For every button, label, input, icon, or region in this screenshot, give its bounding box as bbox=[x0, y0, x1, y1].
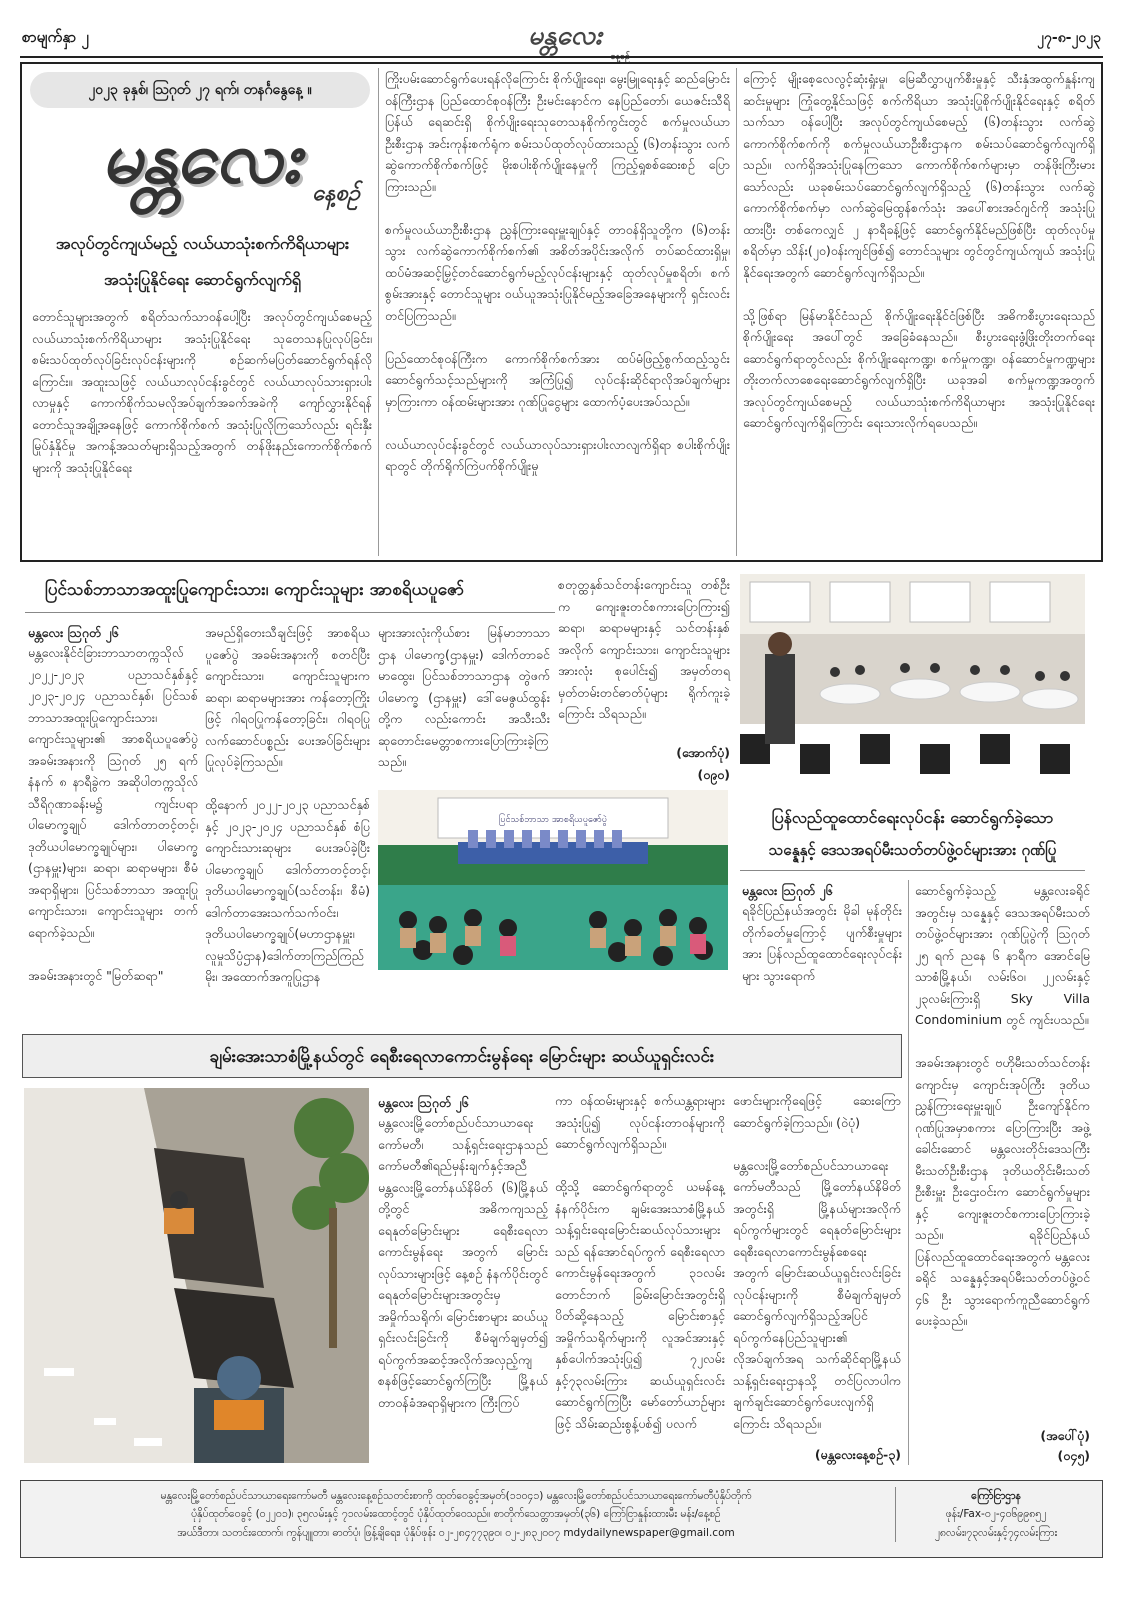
school-column-2: အမည်ရှိတေးသီချင်းဖြင့် အာစရိယပူဇော်ပွဲ အခမ်းအနားကို စတင်ပြီး ကျောင်းသား၊ ကျောင်းသူများက ဆရာ၊ ဆရာမများအား ကန်တော့ကြိုးဖြင့် ဂါရဝပြုကန်တော့ခြင်း၊ ဂါရဝပြုလက်ဆောင်ပစ္စည်း ပေးအပ်ခြင်းများ ပြုလုပ်ခဲ့ကြသည်။ ထို့နောက် ၂၀၂၂-၂၀၂၃ ပညာသင်နှစ်နှင့် ၂၀၂၃-၂၀၂၄ ပညာသင်နှစ် စံပြကျောင်းသားဆုများ ပေးအပ်ခဲ့ပြီး ပါမောက္ခချုပ် ဒေါက်တာတင့်တင့်၊ ဒုတိယပါမောက္ခချုပ်(သင်တန်း၊ စီမံ) ဒေါက်တာအေးသက်သက်ဝင်း၊ ဒုတိယပါမောက္ခချုပ်(မဟာဌာနမှူး၊ လူမှုသိပ္ပံဌာန)ဒေါက်တာကြည်ကြည်မိုး၊ အထောက်အကူပြုဌာန bbox=[205, 625, 370, 984]
road-column-1: မန္တလေးမြို့တော်စည်ပင်သာယာရေးကော်မတီ၊ သန့်ရှင်းရေးဌာနသည် ကော်မတီ၏ရည်မှန်းချက်နှင့်အညီ မန္တလေးမြို့တော်နယ်နိမိတ် (၆)မြို့နယ်တို့တွင် အဓိကကျသည့် ရေနုတ်မြောင်းများ ရေစီးရေလာကောင်းမွန်ရေး အတွက် မြောင်းလုပ်သားများဖြင့် နေ့စဉ် နံနက်ပိုင်းတွင် ရေနုတ်မြောင်းများအတွင်းမှ အမှိုက်သရိုက်၊ မြောင်းစာများ ဆယ်ယူရှင်းလင်းခြင်းကို စီမံချက်ချမှတ်၍ ရပ်ကွက်အဆင့်အလိုက်အလှည့်ကျ စနစ်ဖြင့်ဆောင်ရွက်ကြပြီး မြို့နယ်တာဝန်ခံအရာရှိများက ကြီးကြပ် bbox=[378, 1115, 548, 1410]
lead-column-2: ကြိုးပမ်းဆောင်ရွက်ပေးရန်လိုကြောင်း စိုက်ပျိုးရေး၊ မွေးမြူရေးနှင့် ဆည်မြောင်းဝန်ကြီးဌာန ပြည်ထောင်စုဝန်ကြီး ဦးမင်းနောင်က နေပြည်တော်၊ ယေဇင်းသီရိပြန်ယ် ရေဆင်းရှိ စိုက်ပျိုးရေးသုတေသနစိုက်ကွင်းတွင် စက်မှုလယ်ယာဦးစီးဌာန အင်းကုန်းစက်ရုံက စမ်းသပ်ထုတ်လုပ်ထားသည့် (၆)တန်းသွား လက်ဆွဲကောက်စိုက်စက်ဖြင့် မိုးစပါးစိုက်ပျိုးနေမှုကို ကြည့်ရှုစစ်ဆေးစဉ် ပြောကြားသည်။ စက်မှုလယ်ယာဦးစီးဌာန ညွှန်ကြားရေးမှူးချုပ်နှင့် တာဝန်ရှိသူတို့က (၆)တန်းသွား လက်ဆွဲကောက်စိုက်စက်၏ အစိတ်အပိုင်းအလိုက် တပ်ဆင်ထားရှိမှု၊ ထပ်မံအဆင့်မြှင့်တင်ဆောင်ရွက်မည့်လုပ်ငန်းများနှင့် ထုတ်လုပ်မှုစရိတ်၊ စက်စွမ်းအားနှင့် တောင်သူများ ဝယ်ယူအသုံးပြုနိုင်မည့်အခြေအနေများကို ရှင်းလင်းတင်ပြကြသည်။ ပြည်ထောင်စုဝန်ကြီးက ကောက်စိုက်စက်အား ထပ်မံဖြည့်စွက်ထည့်သွင်းဆောင်ရွက်သင့်သည်များကို အကြံပြု၍ လုပ်ငန်းဆိုင်ရာလိုအပ်ချက်များ မှာကြားကာ ဝန်ထမ်းများအား ဂုဏ်ပြုငွေများ ထောက်ပံ့ပေးအပ်သည်။ လယ်ယာလုပ်ငန်းခွင်တွင် လယ်ယာလုပ်သားရှားပါးလာလျက်ရှိရာ စပါးစိုက်ပျိုးရာတွင် တိုက်ရိုက်ကြဲပက်စိုက်ပျိုးမှု bbox=[385, 71, 730, 473]
hotel-byline: မန္တလေး ဩဂုတ် ၂၆ bbox=[742, 883, 833, 898]
hotel-headline-line2: သန္နေနှင့် ဒေသအရပ်မီးသတ်တပ်ဖွဲ့ဝင်များအား ဂုဏ်ပြု bbox=[768, 841, 1057, 859]
stage-banner-text: ပြင်သစ်ဘာသာ အာစရိယပူဇော်ပွဲ bbox=[498, 815, 608, 825]
hotel-headline-line1: ပြန်လည်ထူထောင်ရေးလုပ်ငန်း ဆောင်ရွက်ခဲ့သော bbox=[771, 808, 1054, 827]
header-date: ၂၇-၈-၂၀၂၃ bbox=[1037, 30, 1101, 46]
school-byline: မန္တလေး ဩဂုတ် ၂၆ bbox=[28, 625, 119, 640]
hotel-column-rule bbox=[908, 880, 909, 1465]
footer-line-2: ပုံနှိပ်ထုတ်ဝေခွင့် (၀၂၂၀၁)၊ ၃၅လမ်းနှင့် ၇၁လမ်းထောင့်တွင် ပုံနှိပ်ထုတ်ဝေသည်။ စာတိုက်သေတ္တာအမှတ်(၃၆) ကြော်ငြာနှုန်းထားမီး မန်း/နေ့စဉ် bbox=[191, 1508, 721, 1521]
lead-column-1: တောင်သူများအတွက် စရိတ်သက်သာဝန်ပေါ့ပြီး အလုပ်တွင်ကျယ်စေမည့် လယ်ယာသုံးစက်ကိရိယာများ အသုံးပြုနိုင်ရေး သုတေသနပြုလုပ်ခြင်း၊ စမ်းသပ်ထုတ်လုပ်ခြင်းလုပ်ငန်းများကို စဉ်ဆက်မပြတ်ဆောင်ရွက်ရန်လိုကြောင်း။ အထူးသဖြင့် လယ်ယာလုပ်ငန်းခွင်တွင် လယ်ယာလုပ်သားရှားပါးလာမှုနှင့် ကောက်စိုက်သမလိုအပ်ချက်အခက်အခဲကို ကျော်လွှားနိုင်ရန် တောင်သူအချို့အနေဖြင့် ကောက်စိုက်စက် အသုံးပြုလိုကြသော်လည်း ရင်းနှီးမြုပ်နှံနိုင်မှု အကန့်အသတ်များရှိသည့်အတွက် တန်ဖိုးနည်းကောက်စိုက်စက်များကို အသုံးပြုနိုင်ရေး bbox=[32, 309, 372, 475]
road-byline: မန္တလေး ဩဂုတ် ၂၆ bbox=[378, 1095, 469, 1110]
footer-ad-title: ကြော်ငြာဌာန bbox=[971, 1490, 1021, 1502]
school-headline: ပြင်သစ်ဘာသာအထူးပြုကျောင်းသား၊ ကျောင်းသူများ အာစရိယပူဇော် bbox=[45, 580, 465, 600]
header-rule bbox=[20, 56, 1103, 58]
footer-line-1: မန္တလေးမြို့တော်စည်ပင်သာယာရေးကော်မတီ မန္တလေးနေ့စဉ်သတင်းစာကို ထုတ်ဝေခွင့်အမှတ်(၁၁၀၄၁) မန္တလေးမြို့တော်စည်ပင်သာယာရေးကော်မတီပုံနှိပ်တိုက် bbox=[160, 1490, 752, 1502]
lead-column-rule-1 bbox=[378, 68, 379, 556]
footer-line-3: အယ်ဒီတာ၊ သတင်းထောက်၊ ကွန်ပျူတာ၊ ဓာတ်ပုံ၊ ဖြန့်ချိရေး၊ ပုံနှိပ်ဖုန်း ၀၂-၂၈၄၇၇၃၉၀၊ ၀၂-၂၈၃၂၀၀၇ mdydailynewspaper@gmail.com bbox=[177, 1526, 735, 1539]
school-column-3: များအားလုံးကိုယ်စား မြန်မာဘာသာဌာန ပါမောက္ခ(ဌာနမှူး) ဒေါက်တာခင်မာထွေး၊ ပြင်သစ်ဘာသာဌာန တွဲဖက်ပါမောက္ခ (ဌာနမှူး) ဒေါ်မေဇွယ်ထွန်းတို့က လည်းကောင်း အသီးသီးဆုတောင်းမေတ္တာစကားပြောကြားခဲ့ကြသည်။ bbox=[378, 625, 550, 769]
masthead-title: မန္တလေး bbox=[101, 114, 299, 199]
school-photo-credit: (အောက်ပုံ) bbox=[676, 745, 730, 760]
footer-imprint bbox=[31, 1487, 881, 1542]
lead-column-3: ကြောင့် မျိုးစေ့လေလွင့်ဆုံးရှုံးမှု၊ မြေဆီလွှာပျက်စီးမှုနှင့် သီးနှံအထွက်နှုန်းကျဆင်းမှုများ ကြုံတွေ့နိုင်သဖြင့် စက်ကိရိယာ အသုံးပြုစိုက်ပျိုးနိုင်ရေးနှင့် စရိတ်သက်သာ ဝန်ပေါ့ပြီး အလုပ်တွင်ကျယ်စေမည့် (၆)တန်းသွား လက်ဆွဲကောက်စိုက်စက်ကို စက်မှုလယ်ယာဦးစီးဌာနက စမ်းသပ်ဆောင်ရွက်လျက်ရှိသည်။ လက်ရှိအသုံးပြုနေကြသော ကောက်စိုက်စက်များမှာ တန်ဖိုးကြီးမားသော်လည်း ယခုစမ်းသပ်ဆောင်ရွက်လျက်ရှိသည့် (၆)တန်းသွား လက်ဆွဲကောက်စိုက်စက်မှာ လက်ဆွဲမြေထွန်စက်သုံး အပေါ်စားအင်ဂျင်ကို အသုံးပြုထားပြီး တစ်ကေလျှင် ၂ နာရီခန့်ဖြင့် ဆောင်ရွက်နိုင်မည်ဖြစ်ပြီး ထုတ်လုပ်မှုစရိတ်မှာ သိန်း(၂၀)ဝန်းကျင်ဖြစ်၍ တောင်သူများ တွင်တွင်ကျယ်ကျယ် အသုံးပြုနိုင်ရေးအတွက် ဆောင်ရွက်လျက်ရှိသည်။ သို့ဖြစ်ရာ မြန်မာနိုင်ငံသည် စိုက်ပျိုးရေးနိုင်ငံဖြစ်ပြီး အဓိကစီးပွားရေးသည် စိုက်ပျိုးရေး အပေါ်တွင် အခြေခံနေသည်။ စီးပွားရေးဖွံ့ဖြိုးတိုးတက်ရေး ဆောင်ရွက်ရာတွင်လည်း စိုက်ပျိုးရေးကဏ္ဍ၊ စက်မှုကဏ္ဍ၊ ဝန်ဆောင်မှုကဏ္ဍများ တိုးတက်လာစေရေးဆောင်ရွက်လျက်ရှိပြီး ယခုအခါ စက်မှုကဏ္ဍအတွက် အလုပ်တွင်ကျယ်စေမည့် လယ်ယာသုံးစက်ကိရိယာများ အသုံးပြုနိုင်ရေး ဆောင်ရွက်လျက်ရှိကြောင်း ရေးသားလိုက်ရပေသည်။ bbox=[743, 71, 1095, 430]
hotel-ceremony-illustration bbox=[740, 574, 1085, 796]
road-column-2: ကာ ဝန်ထမ်းများနှင့် စက်ယန္တရားများ အသုံးပြု၍ လုပ်ငန်းတာဝန်များကို ဆောင်ရွက်လျက်ရှိသည်။ ထို့သို့ ဆောင်ရွက်ရာတွင် ယမန်နေ့ နံနက်ပိုင်းက ချမ်းအေးသာစံမြို့နယ် သန့်ရှင်းရေးမြောင်းဆယ်လုပ်သားများသည် ရန်အောင်ရပ်ကွက် ရေစီးရေလာကောင်းမွန်ရေးအတွက် ၃၁လမ်းတောင်ဘက် ခြမ်းမြောင်းအတွင်းရှိ ပိတ်ဆို့နေသည့် မြောင်းစာနှင့် အမှိုက်သရိုက်များကို လူအင်အားနှင့်နှစ်ပေါက်အသုံးပြု၍ ၇၂လမ်းနှင့်၇၃လမ်းကြား ဆယ်ယူရှင်းလင်းဆောင်ရွက်ကြပြီး မော်တော်ယာဉ်များဖြင့် သိမ်းဆည်းစွန့်ပစ်၍ ပလက် bbox=[555, 1093, 725, 1431]
footer-ad-address: ၂၈လမ်း၊၇၃လမ်းနှင့်၇၄လမ်းကြား bbox=[934, 1526, 1058, 1539]
edition-date: ၂၀၂၃ ခုနှစ်၊ ဩဂုတ် ၂၇ ရက်၊ တနင်္ဂနွေနေ့ ။ bbox=[30, 72, 370, 108]
school-column-4: စတုတ္ထနှစ်သင်တန်းကျောင်းသူ တစ်ဦးက ကျေးဇူးတင်စကားပြောကြား၍ ဆရာ၊ ဆရာမများနှင့် သင်တန်းနှစ်အလိုက် ကျောင်းသား၊ ကျောင်းသူများအားလုံး စုပေါင်း၍ အမှတ်တရ မှတ်တမ်းတင်ဓာတ်ပုံများ ရိုက်ကူးခဲ့ကြောင်း သိရသည်။ bbox=[558, 577, 730, 721]
footer-ad-dept bbox=[895, 1487, 1096, 1542]
hotel-headline-rule bbox=[740, 870, 1085, 871]
footer-imprint-box bbox=[20, 1480, 1103, 1558]
road-headline: ချမ်းအေးသာစံမြို့နယ်တွင် ရေစီးရေလာကောင်းမွန်ရေး မြောင်းများ ဆယ်ယူရှင်းလင်း bbox=[22, 1034, 902, 1078]
header-logo-text: မန္တလေး bbox=[528, 21, 602, 51]
road-column-3: ဖောင်းများကိုရေဖြင့် ဆေးကြောဆောင်ရွက်ခဲ့ကြသည်။ (ဝဲပုံ) မန္တလေးမြို့တော်စည်ပင်သာယာရေးကော်မတီသည် မြို့တော်နယ်နိမိတ်အတွင်းရှိ မြို့နယ်များအလိုက် ရပ်ကွက်များတွင် ရေနုတ်မြောင်းများ ရေစီးရေလာကောင်းမွန်စေရေးအတွက် မြောင်းဆယ်ယူရှင်းလင်းခြင်းလုပ်ငန်းများကို စီမံချက်ချမှတ်ဆောင်ရွက်လျက်ရှိသည့်အပြင် ရပ်ကွက်နေပြည်သူများ၏ လိုအပ်ချက်အရ သက်ဆိုင်ရာမြို့နယ်သန့်ရှင်းရေးဌာနသို့ တင်ပြလာပါက ချက်ချင်းဆောင်ရွက်ပေးလျက်ရှိကြောင်း သိရသည်။ bbox=[733, 1093, 901, 1431]
lead-headline-line2: အသုံးပြုနိုင်ရေး ဆောင်ရွက်လျက်ရှိ bbox=[104, 270, 301, 289]
road-photo-credit: (မန္တလေးနေ့စဉ်-၃) bbox=[814, 1447, 901, 1462]
school-column-1: မန္တလေးနိုင်ငံခြားဘာသာတက္ကသိုလ် ၂၀၂၂-၂၀၂၃ ပညာသင်နှစ်နှင့် ၂၀၂၃-၂၀၂၄ ပညာသင်နှစ်၊ ပြင်သစ်ဘာသာအထူးပြုကျောင်းသား၊ ကျောင်းသူများ၏ အာစရိယပူဇော်ပွဲ အခမ်းအနားကို ဩဂုတ် ၂၅ ရက် နံနက် ၈ နာရီခွဲက အဆိုပါတက္ကသိုလ် သီရိဂုဏာခန်းမ၌ ကျင်းပရာ ပါမောက္ခချုပ် ဒေါက်တာတင့်တင့်၊ ဒုတိယပါမောက္ခချုပ်များ၊ ပါမောက္ခ (ဌာနမှူး)များ၊ ဆရာ၊ ဆရာမများ၊ စီမံအရာရှိများ၊ ပြင်သစ်ဘာသာ အထူးပြုကျောင်းသား၊ ကျောင်းသူများ တက်ရောက်ခဲ့သည်။ အခမ်းအနားတွင် "မြတ်ဆရာ" bbox=[28, 645, 198, 983]
footer-ad-phone: ဖုန်း/Fax-၀၂-၄၀၆၉၉၈၅၂ bbox=[945, 1508, 1047, 1521]
hotel-credit-code: (ဝ၄၅) bbox=[1057, 1448, 1090, 1463]
hotel-ceremony-photo bbox=[740, 574, 1085, 796]
school-credit-code: (ဝ၉၀) bbox=[697, 767, 730, 782]
lead-column-rule-2 bbox=[736, 68, 737, 556]
header-logo bbox=[500, 18, 630, 56]
drain-cleaning-illustration bbox=[24, 1088, 369, 1463]
hotel-column-1: ရခိုင်ပြည်နယ်အတွင်း မိုခါ မုန်တိုင်းတိုက်ခတ်မှုကြောင့် ပျက်စီးမှုများအား ပြန်လည်ထူထောင်ရေးလုပ်ငန်းများ သွားရောက် bbox=[742, 903, 902, 983]
hotel-column-2: ဆောင်ရွက်ခဲ့သည့် မန္တလေးခရိုင်အတွင်းမှ သန္နေနှင့် ဒေသအရပ်မီးသတ်တပ်ဖွဲ့ဝင်များအား ဂုဏ်ပြုပွဲကို ဩဂုတ် ၂၅ ရက် ညနေ ၆ နာရီက အောင်မြေသာစံမြို့နယ်၊ လမ်း၆၀၊ ၂၂လမ်းနှင့် ၂၃လမ်းကြားရှိ Sky Villa Condominium တွင် ကျင်းပသည်။ အခမ်းအနားတွင် ဗဟိုမီးသတ်သင်တန်းကျောင်းမှ ကျောင်းအုပ်ကြီး ဒုတိယညွှန်ကြားရေးမှူးချုပ် ဦးကျော်နိုင်က ဂုဏ်ပြုအမှာစကား ပြောကြားပြီး အဖွဲ့ခေါင်းဆောင် မန္တလေးတိုင်းဒေသကြီး မီးသတ်ဦးစီးဌာန ဒုတိယတိုင်းမီးသတ်ဦးစီးမှူး ဦးဌေးဝင်းက ဆောင်ရွက်မှုများနှင့် ကျေးဇူးတင်စကားပြောကြားခဲ့သည်။ ရခိုင်ပြည်နယ် ပြန်လည်ထူထောင်ရေးအတွက် မန္တလေးခရိုင် သန္နေနှင့်အရပ်မီးသတ်တပ်ဖွဲ့ဝင် ၄၆ ဦး သွားရောက်ကူညီဆောင်ရွက်ပေးခဲ့သည်။ bbox=[915, 883, 1090, 1328]
lead-headline-line1: အလုပ်တွင်ကျယ်မည့် လယ်ယာသုံးစက်ကိရိယာများ bbox=[55, 234, 350, 253]
school-ceremony-illustration bbox=[378, 790, 728, 970]
page-number: စာမျက်နှာ ၂ bbox=[22, 28, 89, 46]
masthead bbox=[30, 112, 370, 212]
hotel-photo-credit: (အပေါ်ပုံ) bbox=[1040, 1428, 1090, 1443]
school-headline-rule bbox=[25, 612, 555, 613]
drain-cleaning-photo bbox=[24, 1088, 369, 1463]
school-ceremony-photo bbox=[378, 790, 728, 970]
masthead-subtitle: နေ့စဉ် bbox=[312, 180, 360, 206]
